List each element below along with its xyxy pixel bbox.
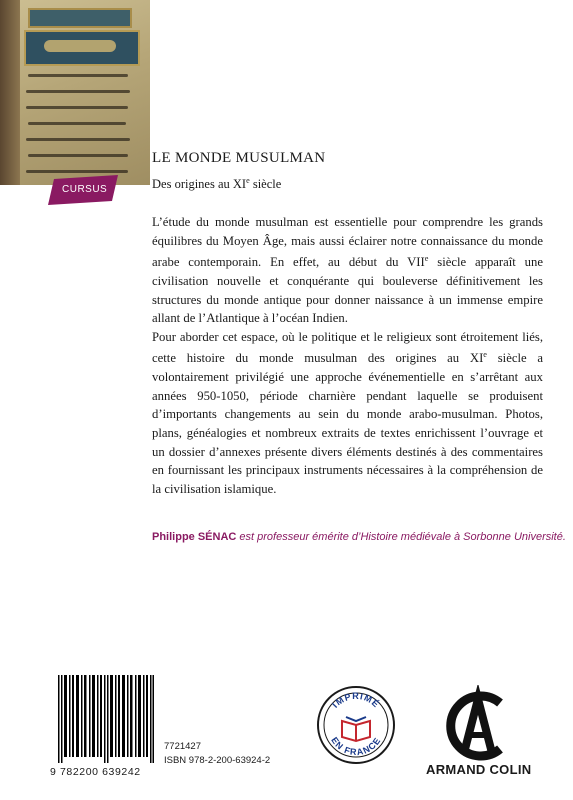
isbn-number: ISBN 978-2-200-63924-2 [164,755,271,766]
barcode-digits: 9 782200 639242 [50,766,141,778]
blurb-paragraph-1: L’étude du monde musulman est essentielle pour comprendre les grands équilibres du Moyen Âge, mais aussi éclairer notre connaissance du monde arabe contemporain. En effet, au début du VIIe siècle apparaît une civilisation nouvelle et conquérante qui bouleverse définitivement les structures du monde antique pour donner naissance à un immense empire allant de l’Atlantique à l’océan Indien. [152,215,543,326]
manuscript-illustration [0,0,150,185]
series-tag-label: CURSUS [62,184,108,195]
badge-bottom-text: EN FRANCE [329,735,383,758]
armand-colin-logo [438,685,518,765]
blurb-paragraph-2: Pour aborder cet espace, où le politique et le religieux sont étroitement liés, cette histoire du monde musulman des origines au XIe siècle a volontairement privilégié une approche événementielle en s’arrêtant aux années 950-1050, période charnière pendant laquelle se produisent d’importants changements au sein du monde arabo-musulman. Photos, plans, généalogies et nombreux extraits de textes enrichissent l’ouvrage et un dossier d’annexes présente divers éléments destinés à des commentaires en fournissant les principaux instruments nécessaires à la compréhension de la civilisation islamique. [152,329,543,496]
book-subtitle: Des origines au XIe siècle [152,176,282,192]
badge-top-text: IMPRIMÉ [330,691,382,710]
author-first-name: Philippe [152,531,198,543]
author-description: est professeur émérite d’Histoire médiévale à Sorbonne Université. [236,531,566,543]
barcode-icon [58,675,154,763]
blurb [152,213,543,498]
author-bio [152,531,566,543]
book-title: LE MONDE MUSULMAN [152,150,326,166]
printed-in-france-badge [316,685,396,765]
publisher-name: ARMAND COLIN [426,762,532,777]
series-tag [48,175,118,205]
sku-code: 7721427 [164,741,201,752]
author-last-name: SÉNAC [197,531,237,543]
